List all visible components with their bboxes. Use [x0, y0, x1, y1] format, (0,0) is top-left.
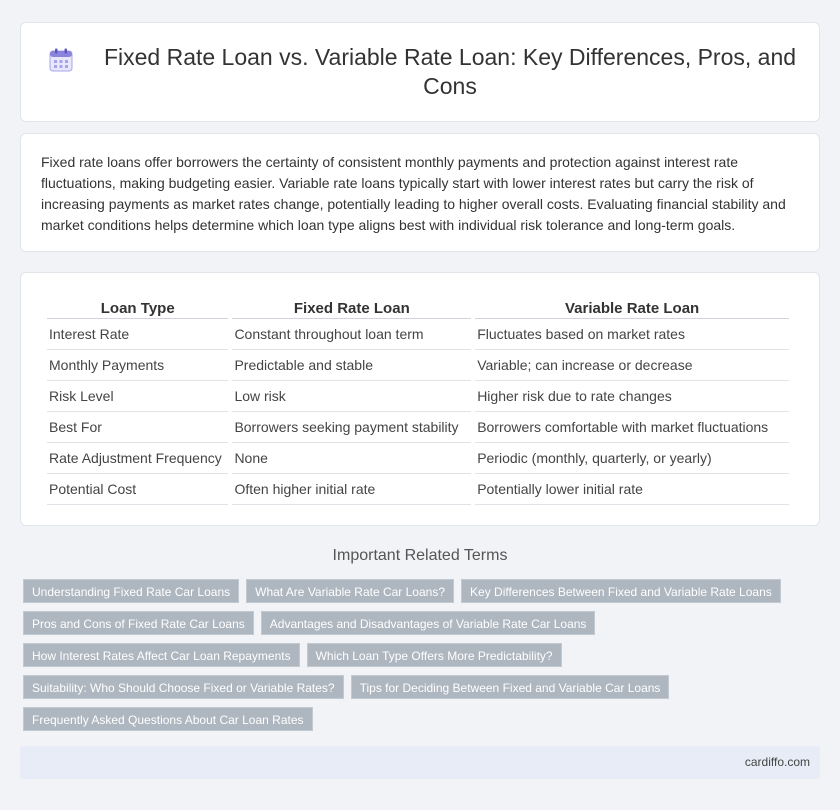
tag-row: [23, 579, 783, 605]
related-terms-tags: [23, 579, 783, 739]
fixed-rate-cell: Low risk: [232, 381, 471, 412]
footer-site-link[interactable]: cardiffo.com: [744, 755, 810, 769]
table-row: [47, 381, 789, 412]
row-label: Interest Rate: [47, 319, 228, 350]
fixed-rate-cell: None: [232, 443, 471, 474]
tag-row: [23, 707, 783, 733]
variable-rate-cell: Higher risk due to rate changes: [475, 381, 789, 412]
related-tag-variable-rate-car-loans[interactable]: What Are Variable Rate Car Loans?: [246, 579, 454, 603]
row-label: Risk Level: [47, 381, 228, 412]
variable-rate-cell: Potentially lower initial rate: [475, 474, 789, 505]
variable-rate-cell: Fluctuates based on market rates: [475, 319, 789, 350]
column-header-fixed-rate: Fixed Rate Loan: [232, 293, 471, 319]
table-row: [47, 350, 789, 381]
related-tag-pros-cons-fixed[interactable]: Pros and Cons of Fixed Rate Car Loans: [23, 611, 254, 635]
table-row: [47, 319, 789, 350]
table-row: [47, 412, 789, 443]
table-row: [47, 443, 789, 474]
column-header-loan-type: Loan Type: [47, 293, 228, 319]
related-tag-fixed-rate-car-loans[interactable]: Understanding Fixed Rate Car Loans: [23, 579, 239, 603]
column-header-variable-rate: Variable Rate Loan: [475, 293, 789, 319]
related-tag-predictability[interactable]: Which Loan Type Offers More Predictability?: [307, 643, 562, 667]
comparison-table-card: [20, 272, 820, 526]
tag-row: [23, 675, 783, 701]
related-tag-key-differences[interactable]: Key Differences Between Fixed and Variable Rate Loans: [461, 579, 781, 603]
row-label: Best For: [47, 412, 228, 443]
tag-row: [23, 643, 783, 669]
variable-rate-cell: Variable; can increase or decrease: [475, 350, 789, 381]
footer: [20, 746, 820, 779]
table-header-row: [47, 293, 789, 319]
fixed-rate-cell: Predictable and stable: [232, 350, 471, 381]
fixed-rate-cell: Often higher initial rate: [232, 474, 471, 505]
fixed-rate-cell: Borrowers seeking payment stability: [232, 412, 471, 443]
fixed-rate-cell: Constant throughout loan term: [232, 319, 471, 350]
table-row: [47, 474, 789, 505]
related-terms-heading: Important Related Terms: [332, 547, 508, 564]
related-tag-interest-rates-repayments[interactable]: How Interest Rates Affect Car Loan Repayments: [23, 643, 300, 667]
variable-rate-cell: Periodic (monthly, quarterly, or yearly): [475, 443, 789, 474]
row-label: Monthly Payments: [47, 350, 228, 381]
calendar-icon: [48, 47, 74, 73]
related-tag-deciding-tips[interactable]: Tips for Deciding Between Fixed and Variable Car Loans: [351, 675, 670, 699]
related-tag-faq[interactable]: Frequently Asked Questions About Car Loan Rates: [23, 707, 313, 731]
variable-rate-cell: Borrowers comfortable with market fluctuations: [475, 412, 789, 443]
row-label: Potential Cost: [47, 474, 228, 505]
header-card: [20, 22, 820, 122]
row-label: Rate Adjustment Frequency: [47, 443, 228, 474]
summary-card: [20, 133, 820, 252]
tag-row: [23, 611, 783, 637]
summary-text: Fixed rate loans offer borrowers the certainty of consistent monthly payments and protection against interest rate fluctuations, making budgeting easier. Variable rate loans typically start with lower interest rates but carry the risk of increasing payments as market rates change, potentially leading to higher overall costs. Evaluating financial stability and market conditions helps determine which loan type aligns best with individual risk tolerance and long-term goals.: [41, 154, 786, 233]
related-tag-suitability[interactable]: Suitability: Who Should Choose Fixed or Variable Rates?: [23, 675, 344, 699]
related-tag-advantages-variable[interactable]: Advantages and Disadvantages of Variable Rate Car Loans: [261, 611, 596, 635]
comparison-table: [43, 293, 793, 505]
page-title: Fixed Rate Loan vs. Variable Rate Loan: Key Differences, Pros, and Cons: [103, 44, 797, 99]
